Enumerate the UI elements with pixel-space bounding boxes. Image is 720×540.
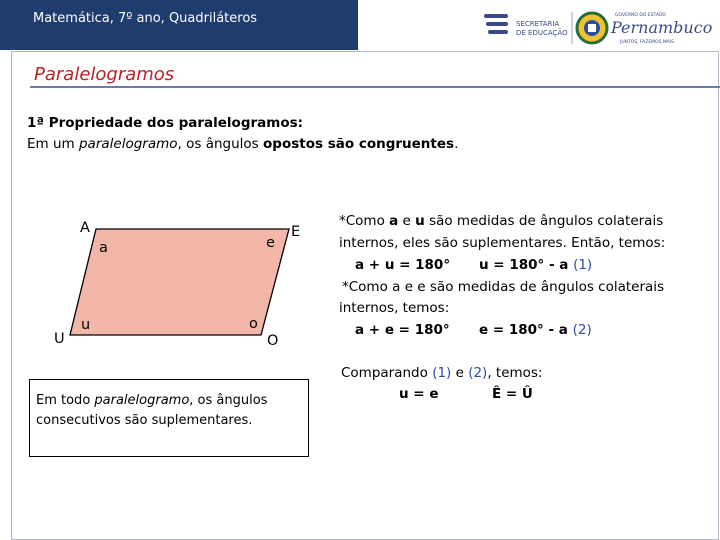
- note-line-2: consecutivos são suplementares.: [36, 413, 253, 428]
- logo-secretaria-text: SECRETARIA: [516, 20, 560, 28]
- svg-text:DE EDUCAÇÃO: DE EDUCAÇÃO: [516, 29, 568, 37]
- angle-a-label: a: [99, 240, 108, 256]
- reasoning-line-1: *Como a e u são medidas de ângulos colaterais: [339, 213, 664, 229]
- logo-small-text: GOVERNO DO ESTADO: [615, 13, 666, 18]
- reasoning-line-4: *Como a e e são medidas de ângulos colaterais: [342, 279, 665, 295]
- reasoning-line-7: Comparando (1) e (2), temos:: [341, 365, 543, 381]
- conclusion-equation-2: Ê = Û: [492, 386, 533, 402]
- reasoning-line-5: internos, temos:: [339, 300, 450, 316]
- reasoning-line-2: internos, eles são suplementares. Então, temos:: [339, 235, 666, 251]
- consecutive-angles-note: [29, 379, 309, 457]
- section-subtitle: Paralelogramos: [34, 64, 175, 85]
- header-title: Matemática, 7º ano, Quadriláteros: [33, 11, 258, 26]
- reasoning-equation-2: a + e = 180°: [355, 322, 450, 338]
- vertex-a-label: A: [80, 220, 90, 236]
- note-line-1: Em todo paralelogramo, os ângulos: [36, 393, 268, 408]
- logo-motto-text: JUNTOS, FAZEMOS MAIS: [620, 40, 675, 45]
- conclusion-equation-1: u = e: [399, 386, 439, 402]
- vertex-u-label: U: [54, 331, 65, 347]
- reasoning-equation-1b: u = 180° - a (1): [479, 257, 593, 273]
- reasoning-equation-1: a + u = 180°: [355, 257, 451, 273]
- logo-state-text: Pernambuco: [611, 18, 713, 37]
- angle-o-label: o: [249, 316, 258, 332]
- angle-e-label: e: [266, 235, 275, 251]
- property-title: 1ª Propriedade dos paralelogramos:: [27, 115, 304, 131]
- vertex-e-label: E: [291, 224, 301, 240]
- angle-u-label: u: [81, 317, 91, 333]
- property-statement: Em um paralelogramo, os ângulos opostos são congruentes.: [27, 136, 459, 152]
- vertex-o-label: O: [267, 333, 279, 349]
- reasoning-equation-2b: e = 180° - a (2): [479, 322, 592, 338]
